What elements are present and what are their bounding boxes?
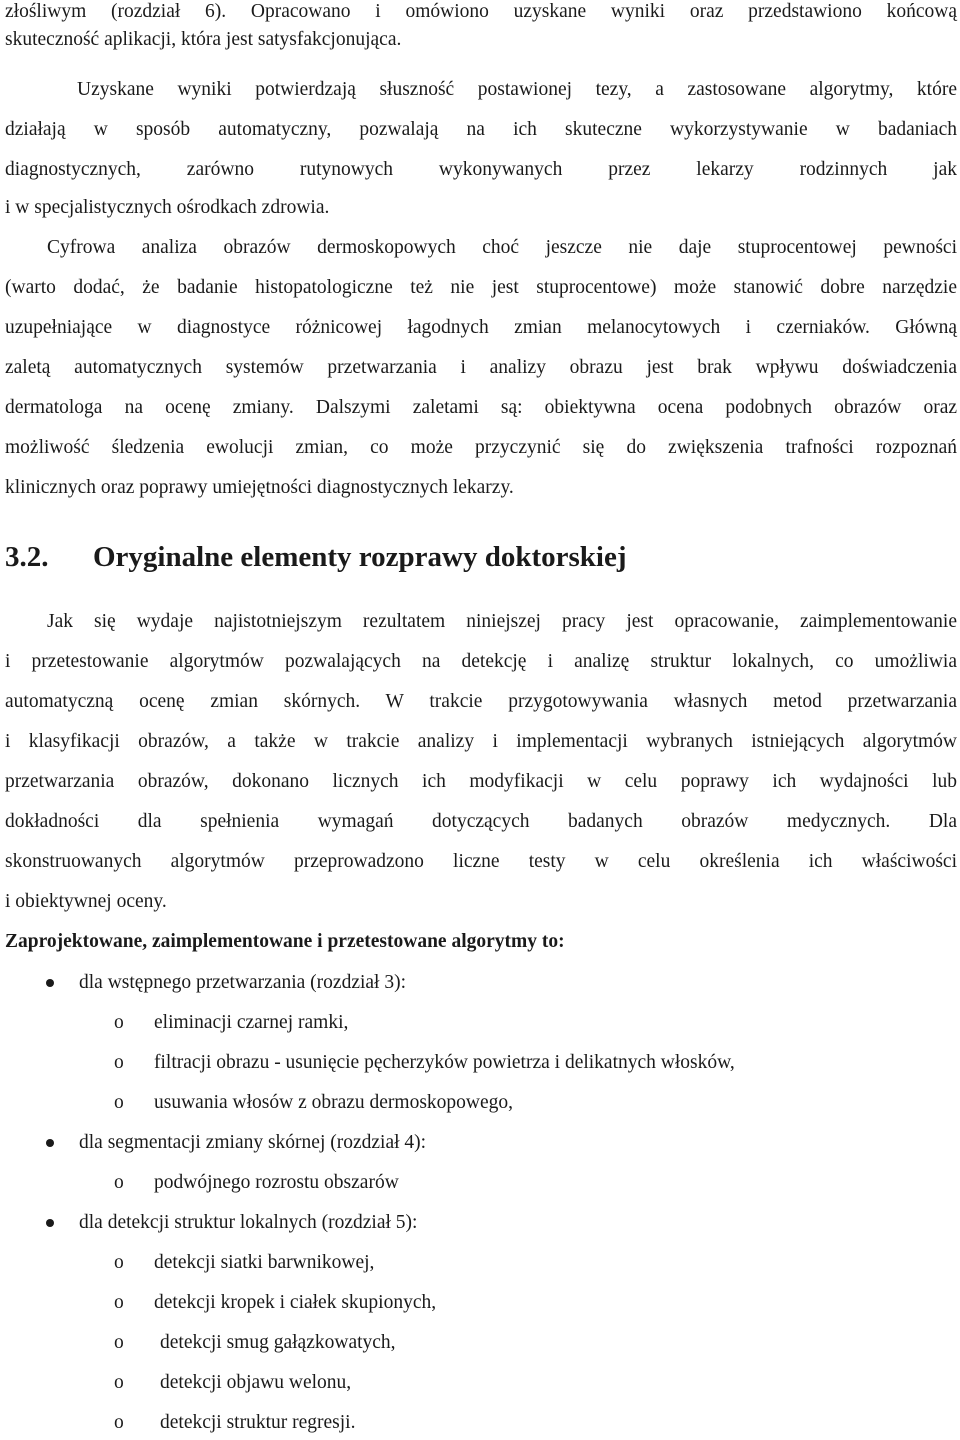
list-heading: Zaprojektowane, zaimplementowane i przetestowane algorytmy to: (5, 931, 565, 952)
sub-list-item: filtracji obrazu - usunięcie pęcherzyków powietrza i delikatnych włosków, (154, 1052, 735, 1073)
circle-bullet-icon: o (114, 1252, 124, 1273)
list-item: dla detekcji struktur lokalnych (rozdział 5): (79, 1212, 418, 1233)
paragraph-line: i klasyfikacji obrazów, a także w trakcie analizy i implementacji wybranych istniejących algorytmów (5, 731, 957, 752)
paragraph-line: klinicznych oraz poprawy umiejętności diagnostycznych lekarzy. (5, 477, 514, 498)
sub-list-item: detekcji objawu welonu, (160, 1372, 352, 1393)
paragraph-line: uzupełniające w diagnostyce różnicowej łagodnych zmian melanocytowych i czerniaków. Główną (5, 317, 957, 338)
paragraph-line: (warto dodać, że badanie histopatologiczne też nie jest stuprocentowe) może stanowić dobre narzędzie (5, 277, 957, 298)
paragraph-line: przetwarzania obrazów, dokonano licznych ich modyfikacji w celu poprawy ich wydajności lub (5, 771, 957, 792)
sub-list-item: detekcji kropek i ciałek skupionych, (154, 1292, 437, 1313)
paragraph-line: Cyfrowa analiza obrazów dermoskopowych choć jeszcze nie daje stuprocentowej pewności (47, 237, 957, 258)
circle-bullet-icon: o (114, 1412, 124, 1433)
paragraph-line: skonstruowanych algorytmów przeprowadzono liczne testy w celu określenia ich właściwości (5, 851, 957, 872)
paragraph-line: możliwość śledzenia ewolucji zmian, co może przyczynić się do zwiększenia trafności rozpoznań (5, 437, 957, 458)
paragraph-line: automatyczną ocenę zmian skórnych. W trakcie przygotowywania własnych metod przetwarzania (5, 691, 957, 712)
circle-bullet-icon: o (114, 1292, 124, 1313)
paragraph-line: Uzyskane wyniki potwierdzają słuszność postawionej tezy, a zastosowane algorytmy, które (77, 79, 957, 100)
sub-list-item: usuwania włosów z obrazu dermoskopowego, (154, 1092, 514, 1113)
sub-list-item: eliminacji czarnej ramki, (154, 1012, 349, 1033)
circle-bullet-icon: o (114, 1172, 124, 1193)
sub-list-item: detekcji struktur regresji. (160, 1412, 356, 1433)
section-number: 3.2. (5, 541, 49, 573)
paragraph-line: Jak się wydaje najistotniejszym rezultatem niniejszej pracy jest opracowanie, zaimplementowanie (47, 611, 957, 632)
sub-list-item: detekcji siatki barwnikowej, (154, 1252, 375, 1273)
paragraph-line: i obiektywnej oceny. (5, 891, 167, 912)
paragraph-line: działają w sposób automatyczny, pozwalają na ich skuteczne wykorzystywanie w badaniach (5, 119, 957, 140)
circle-bullet-icon: o (114, 1332, 124, 1353)
paragraph-line: dermatologa na ocenę zmiany. Dalszymi zaletami są: obiektywna ocena podobnych obrazów oraz (5, 397, 957, 418)
bullet-icon (46, 979, 54, 987)
section-heading (5, 540, 626, 574)
bullet-icon (46, 1219, 54, 1227)
circle-bullet-icon: o (114, 1372, 124, 1393)
paragraph-line: i w specjalistycznych ośrodkach zdrowia. (5, 197, 330, 218)
sub-list-item: podwójnego rozrostu obszarów (154, 1172, 399, 1193)
list-item: dla wstępnego przetwarzania (rozdział 3): (79, 972, 407, 993)
paragraph-line: zaletą automatycznych systemów przetwarzania i analizy obrazu jest brak wpływu doświadczenia (5, 357, 957, 378)
paragraph-line: skuteczność aplikacji, która jest satysfakcjonująca. (5, 29, 402, 50)
paragraph-line: złośliwym (rozdział 6). Opracowano i omówiono uzyskane wyniki oraz przedstawiono końcową (5, 1, 957, 22)
section-title: Oryginalne elementy rozprawy doktorskiej (93, 541, 627, 573)
bullet-icon (46, 1139, 54, 1147)
paragraph-line: i przetestowanie algorytmów pozwalających na detekcję i analizę struktur lokalnych, co umożliwia (5, 651, 957, 672)
sub-list-item: detekcji smug gałązkowatych, (160, 1332, 396, 1353)
paragraph-line: diagnostycznych, zarówno rutynowych wykonywanych przez lekarzy rodzinnych jak (5, 159, 957, 180)
circle-bullet-icon: o (114, 1092, 124, 1113)
paragraph-line: dokładności dla spełnienia wymagań dotyczących badanych obrazów medycznych. Dla (5, 811, 957, 832)
circle-bullet-icon: o (114, 1052, 124, 1073)
list-item: dla segmentacji zmiany skórnej (rozdział 4): (79, 1132, 427, 1153)
circle-bullet-icon: o (114, 1012, 124, 1033)
